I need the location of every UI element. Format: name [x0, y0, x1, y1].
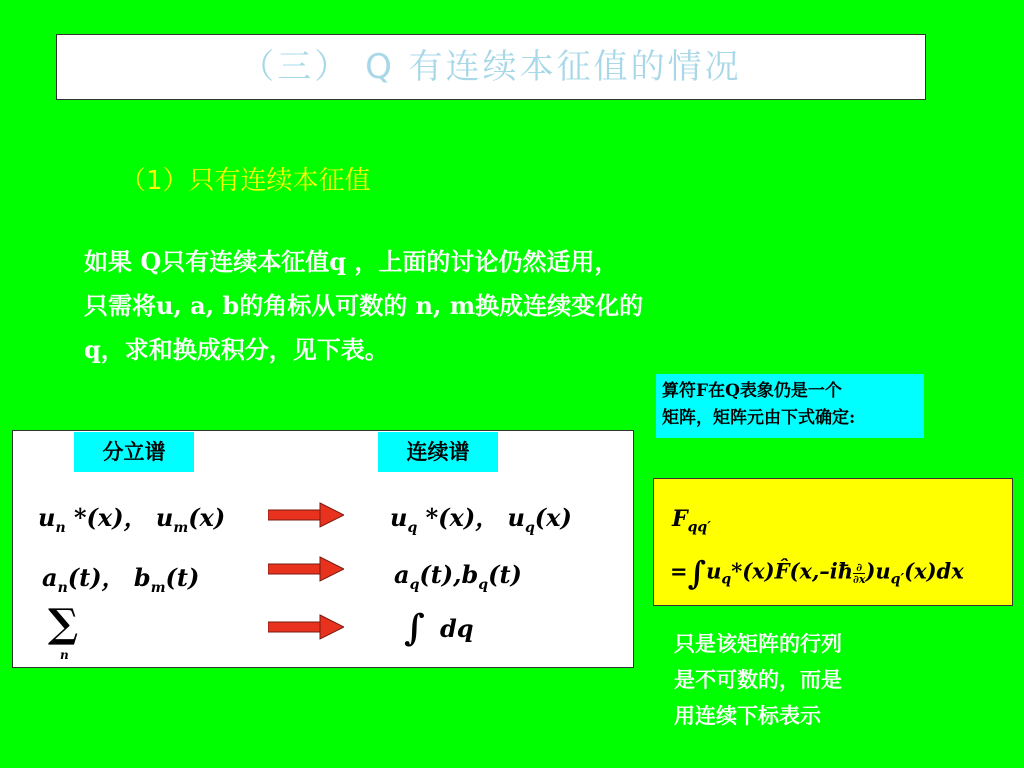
slide-title: （三） Q 有连续本征值的情况 [240, 47, 742, 87]
matrix-note-line-3: 用连续下标表示 [674, 703, 821, 728]
arrow-right-icon [268, 502, 344, 528]
discrete-coefficients: $a_n(t)$， $b_m(t)$ [42, 563, 200, 596]
operator-note [656, 374, 924, 438]
arrow-right-icon [268, 556, 344, 582]
discrete-eigenfunctions: $u_n$ *(x)， $u_m(x)$ [38, 503, 226, 536]
integral-differential: dq [440, 614, 474, 643]
paragraph-line-2: 只需将u, a, b的角标从可数的 n, m换成连续变化的 [84, 291, 644, 320]
matrix-element-formula: $=\int u_q*(x)F̂(x,-iħ$ $\frac{\partial}{\partial x}$ )$u_{q'}(x)dx$ [670, 554, 964, 592]
summation-symbol: ∑ [48, 600, 79, 647]
continuous-spectrum-header: 连续谱 [378, 432, 498, 472]
operator-note-line-2: 矩阵，矩阵元由下式确定: [662, 408, 856, 428]
integral-symbol: ∫ [404, 607, 425, 649]
matrix-element-symbol: $F_{qq'}$ [672, 506, 711, 536]
matrix-note-line-1: 只是该矩阵的行列 [674, 631, 842, 656]
section-subhead: （1）只有连续本征值 [120, 166, 371, 196]
matrix-note-line-2: 是不可数的，而是 [674, 667, 842, 692]
summation-index: n [60, 648, 69, 662]
continuous-eigenfunctions: $u_q$ *(x)， $u_q(x)$ [390, 503, 572, 536]
arrow-right-icon [268, 614, 344, 640]
continuous-coefficients: $a_q(t),b_q(t)$ [394, 560, 522, 593]
paragraph-line-1: 如果 Q只有连续本征值q ，上面的讨论仍然适用， [84, 247, 619, 276]
matrix-note [674, 626, 914, 734]
operator-note-line-1: 算符F在Q表象仍是一个 [662, 381, 842, 401]
paragraph-line-3: q，求和换成积分，见下表。 [84, 335, 389, 364]
discrete-spectrum-header: 分立谱 [74, 432, 194, 472]
body-paragraph [84, 240, 864, 372]
